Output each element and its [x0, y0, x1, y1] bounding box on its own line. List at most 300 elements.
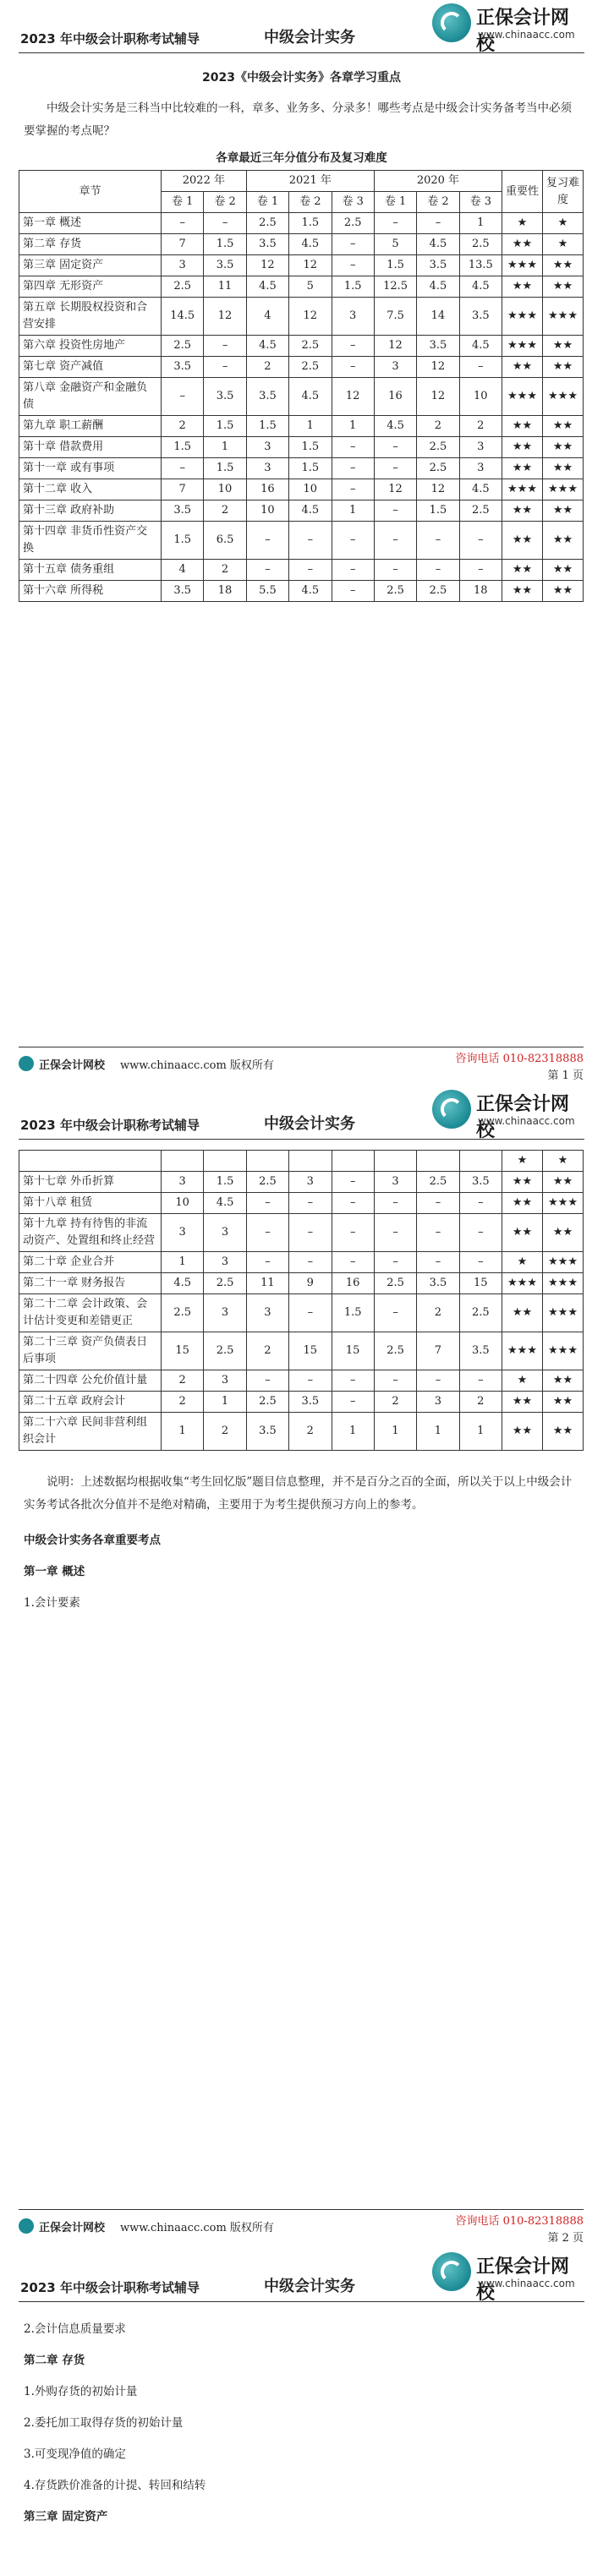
section-heading: 第一章 概述 [24, 1565, 85, 1578]
score-cell: 2 [204, 1413, 246, 1451]
score-cell: 3.5 [162, 500, 204, 522]
chapter-cell: 第九章 职工薪酬 [19, 416, 162, 437]
score-cell: 3.5 [246, 378, 288, 416]
score-cell: – [459, 522, 502, 560]
chapter-cell: 第十一章 或有事项 [19, 458, 162, 479]
logo-name: 正保会计网校 [476, 1094, 570, 1141]
score-cell: 12 [417, 479, 459, 500]
score-cell: 1.5 [162, 522, 204, 560]
score-cell: – [332, 458, 374, 479]
chapter-cell: 第二章 存货 [19, 234, 162, 255]
footer-phone: 咨询电话 010-82318888 [455, 2215, 584, 2228]
score-cell: 2 [246, 1332, 288, 1370]
section-item: 4.存货跌价准备的计提、转回和结转 [24, 2479, 206, 2492]
score-cell: 1 [459, 213, 502, 234]
score-cell: 1.5 [417, 500, 459, 522]
score-cell: – [459, 1252, 502, 1273]
score-cell: 1 [204, 1392, 246, 1413]
table-row [19, 1193, 584, 1214]
table-row [19, 357, 584, 378]
chapter-cell: 第二十章 企业合并 [19, 1252, 162, 1273]
page-2 [0, 1086, 603, 2249]
score-cell: 16 [374, 378, 416, 416]
section-item: 1.会计要素 [24, 1596, 80, 1610]
importance-cell: ★ [502, 1252, 543, 1273]
logo-url: www.chinaacc.com [478, 2278, 575, 2289]
score-cell: 3.5 [162, 357, 204, 378]
score-cell: 10 [246, 500, 288, 522]
importance-cell: ★★ [502, 276, 543, 298]
score-cell: 2.5 [374, 1273, 416, 1294]
chapter-cell: 第二十一章 财务报告 [19, 1273, 162, 1294]
score-cell: 12.5 [374, 276, 416, 298]
table-row [19, 458, 584, 479]
score-cell: 12 [246, 255, 288, 276]
chapter-cell: 第二十二章 会计政策、会计估计变更和差错更正 [19, 1294, 162, 1332]
score-cell: 3 [246, 437, 288, 458]
score-cell: 4.5 [246, 276, 288, 298]
score-cell: – [289, 1193, 332, 1214]
score-cell: – [332, 1370, 374, 1392]
difficulty-cell: ★★ [543, 1392, 584, 1413]
continuation-cell [19, 1151, 162, 1172]
section-item: 2.会计信息质量要求 [24, 2322, 126, 2336]
header-course: 2023 年中级会计职称考试辅导 [20, 2280, 200, 2295]
score-cell: 1.5 [204, 416, 246, 437]
importance-cell: ★★ [502, 1392, 543, 1413]
score-cell: 1 [332, 500, 374, 522]
score-cell: 16 [246, 479, 288, 500]
score-cell: 3.5 [459, 298, 502, 336]
score-cell: – [332, 1252, 374, 1273]
chapter-cell: 第二十四章 公允价值计量 [19, 1370, 162, 1392]
score-cell: 2.5 [289, 357, 332, 378]
score-cell: 3.5 [459, 1332, 502, 1370]
score-cell: 3.5 [162, 581, 204, 602]
score-cell: 2.5 [246, 213, 288, 234]
score-cell: 2 [417, 1294, 459, 1332]
difficulty-cell: ★★★ [543, 479, 584, 500]
score-cell: 1.5 [204, 1172, 246, 1193]
score-cell: 3.5 [417, 336, 459, 357]
col-chapter: 章节 [19, 171, 162, 213]
score-cell: 3 [459, 458, 502, 479]
score-cell: 3.5 [417, 1273, 459, 1294]
score-cell: – [332, 336, 374, 357]
importance-cell: ★★ [502, 234, 543, 255]
col-2022-v1: 卷 1 [162, 192, 204, 213]
score-cell: 2.5 [162, 276, 204, 298]
table-row [19, 1413, 584, 1451]
col-2022-v2: 卷 2 [204, 192, 246, 213]
score-cell: – [162, 213, 204, 234]
score-cell: – [246, 1252, 288, 1273]
page-header [19, 2249, 584, 2302]
score-cell: 2.5 [374, 581, 416, 602]
col-difficulty: 复习难度 [543, 171, 584, 213]
header-subject: 中级会计实务 [264, 29, 355, 46]
col-2021-v1: 卷 1 [246, 192, 288, 213]
score-cell: 3 [289, 1172, 332, 1193]
score-cell: 10 [289, 479, 332, 500]
score-cell: 2.5 [417, 581, 459, 602]
score-cell: 3 [162, 255, 204, 276]
section-item: 1.外购存货的初始计量 [24, 2385, 138, 2398]
score-cell: 2 [162, 1370, 204, 1392]
score-cell: – [289, 522, 332, 560]
score-cell: – [204, 213, 246, 234]
footer-brand: 正保会计网校 [39, 1059, 106, 1072]
score-cell: 1 [459, 1413, 502, 1451]
score-cell: – [374, 1193, 416, 1214]
difficulty-cell: ★★ [543, 522, 584, 560]
chapter-cell: 第七章 资产减值 [19, 357, 162, 378]
score-cell: – [417, 560, 459, 581]
score-cell: 3.5 [417, 255, 459, 276]
score-cell: 12 [289, 298, 332, 336]
score-cell: – [417, 522, 459, 560]
col-2020-v1: 卷 1 [374, 192, 416, 213]
score-cell: 2.5 [374, 1332, 416, 1370]
table-row [19, 500, 584, 522]
score-cell: – [417, 213, 459, 234]
difficulty-cell: ★★ [543, 357, 584, 378]
footer-brand: 正保会计网校 [39, 2222, 106, 2234]
score-cell: 4 [162, 560, 204, 581]
page-1 [0, 0, 603, 1086]
score-cell: – [459, 1370, 502, 1392]
score-cell: 4.5 [204, 1193, 246, 1214]
score-cell: – [417, 1193, 459, 1214]
score-cell: 3.5 [246, 1413, 288, 1451]
score-cell: – [459, 560, 502, 581]
score-cell: 12 [417, 378, 459, 416]
table-row [19, 1294, 584, 1332]
score-cell: – [246, 1214, 288, 1252]
score-cell: 3 [246, 1294, 288, 1332]
score-cell: – [332, 255, 374, 276]
page-header [19, 1086, 584, 1140]
score-cell: – [162, 378, 204, 416]
table-title: 各章最近三年分值分布及复习难度 [216, 151, 387, 165]
col-2020-v3: 卷 3 [459, 192, 502, 213]
score-cell: – [374, 560, 416, 581]
score-cell: 12 [417, 357, 459, 378]
score-cell: 1 [289, 416, 332, 437]
score-cell: 15 [332, 1332, 374, 1370]
score-cell: 2 [204, 500, 246, 522]
score-cell: – [289, 1370, 332, 1392]
score-cell: 4.5 [417, 276, 459, 298]
score-cell: – [459, 1193, 502, 1214]
score-cell: 2 [162, 1392, 204, 1413]
score-cell: 7 [162, 479, 204, 500]
importance-cell: ★★ [502, 1294, 543, 1332]
score-cell: – [289, 1252, 332, 1273]
score-cell: 14 [417, 298, 459, 336]
difficulty-cell: ★★★ [543, 1332, 584, 1370]
importance-cell: ★★★ [502, 255, 543, 276]
score-cell: 1.5 [374, 255, 416, 276]
importance-cell: ★★★ [502, 1273, 543, 1294]
page-number: 第 1 页 [547, 1069, 584, 1082]
table-row [19, 378, 584, 416]
score-cell: 2 [459, 416, 502, 437]
score-cell: 2 [374, 1392, 416, 1413]
score-cell: 3.5 [204, 255, 246, 276]
table-row [19, 581, 584, 602]
score-cell: – [162, 458, 204, 479]
score-cell: 5 [289, 276, 332, 298]
score-cell: 2.5 [459, 1294, 502, 1332]
chapter-cell: 第十六章 所得税 [19, 581, 162, 602]
score-cell: 3 [204, 1370, 246, 1392]
score-cell: 3 [246, 458, 288, 479]
logo-icon [432, 1090, 471, 1129]
score-cell: 2 [246, 357, 288, 378]
difficulty-cell: ★★ [543, 581, 584, 602]
col-2020-v2: 卷 2 [417, 192, 459, 213]
chapter-cell: 第十五章 债务重组 [19, 560, 162, 581]
score-cell: 5.5 [246, 581, 288, 602]
score-cell: 3 [417, 1392, 459, 1413]
score-cell: 12 [289, 255, 332, 276]
score-cell: 1 [332, 416, 374, 437]
score-cell: 4 [246, 298, 288, 336]
table-row [19, 298, 584, 336]
score-cell: 6.5 [204, 522, 246, 560]
score-cell: 5 [374, 234, 416, 255]
score-cell: – [459, 1214, 502, 1252]
chapter-cell: 第十九章 持有待售的非流动资产、处置组和终止经营 [19, 1214, 162, 1252]
footer-logo-icon [19, 2218, 34, 2234]
footer-phone: 咨询电话 010-82318888 [455, 1053, 584, 1065]
table-row [19, 1172, 584, 1193]
chapter-cell: 第十章 借款费用 [19, 437, 162, 458]
table-row [19, 255, 584, 276]
score-cell: – [332, 479, 374, 500]
chapter-cell: 第二十六章 民间非营利组织会计 [19, 1413, 162, 1451]
footer-copyright: www.chinaacc.com 版权所有 [120, 2222, 274, 2234]
table-row [19, 1392, 584, 1413]
score-cell: 1.5 [204, 458, 246, 479]
score-cell: 2 [204, 560, 246, 581]
score-cell: – [332, 437, 374, 458]
score-cell: 1.5 [289, 437, 332, 458]
table-row [19, 1370, 584, 1392]
table-row-continuation [19, 1151, 584, 1172]
score-cell: – [332, 1214, 374, 1252]
score-cell: 2.5 [289, 336, 332, 357]
footer-logo-icon [19, 1056, 34, 1071]
score-cell: 2.5 [417, 458, 459, 479]
score-cell: 2.5 [332, 213, 374, 234]
col-2021: 2021 年 [246, 171, 374, 192]
continuation-cell [162, 1151, 204, 1172]
score-cell: 2 [417, 416, 459, 437]
score-cell: 2 [289, 1413, 332, 1451]
importance-cell: ★★ [502, 581, 543, 602]
score-cell: – [332, 1193, 374, 1214]
importance-cell: ★★★ [502, 298, 543, 336]
score-cell: 4.5 [459, 479, 502, 500]
page-header [19, 0, 584, 53]
score-cell: 4.5 [289, 234, 332, 255]
score-cell: – [289, 1294, 332, 1332]
table-row [19, 213, 584, 234]
difficulty-cell: ★★★ [543, 1252, 584, 1273]
score-cell: 1 [417, 1413, 459, 1451]
score-cell: 3 [459, 437, 502, 458]
score-cell: – [246, 1193, 288, 1214]
score-cell: 15 [289, 1332, 332, 1370]
chapter-cell: 第五章 长期股权投资和合营安排 [19, 298, 162, 336]
score-cell: 14.5 [162, 298, 204, 336]
score-cell: 9 [289, 1273, 332, 1294]
score-cell: 2.5 [246, 1172, 288, 1193]
score-cell: – [289, 1214, 332, 1252]
continuation-cell [289, 1151, 332, 1172]
score-table-part1 [19, 170, 584, 602]
table-row [19, 276, 584, 298]
score-cell: 18 [204, 581, 246, 602]
difficulty-cell: ★★★ [543, 1273, 584, 1294]
score-cell: – [374, 1294, 416, 1332]
score-cell: 10 [459, 378, 502, 416]
footer-copyright: www.chinaacc.com 版权所有 [120, 1059, 274, 1072]
section-heading: 中级会计实务各章重要考点 [24, 1534, 161, 1547]
score-cell: 13.5 [459, 255, 502, 276]
score-cell: 3 [162, 1214, 204, 1252]
score-cell: 3.5 [289, 1392, 332, 1413]
difficulty-cell: ★★★ [543, 378, 584, 416]
difficulty-cell: ★★ [543, 1413, 584, 1451]
score-cell: – [332, 234, 374, 255]
importance-cell: ★★ [502, 1214, 543, 1252]
difficulty-cell: ★★ [543, 276, 584, 298]
difficulty-cell: ★★★ [543, 1193, 584, 1214]
score-cell: 10 [204, 479, 246, 500]
score-cell: 3 [204, 1214, 246, 1252]
table-row [19, 1252, 584, 1273]
note-paragraph: 说明：上述数据均根据收集“考生回忆版”题目信息整理，并不是百分之百的全面，所以关于以上中级会计实务考试各批次分值并不是绝对精确，主要用于为考生提供预习方向上的参考。 [24, 1475, 573, 1512]
logo-name: 正保会计网校 [476, 2256, 570, 2304]
chapter-cell: 第四章 无形资产 [19, 276, 162, 298]
difficulty-cell: ★★ [543, 1370, 584, 1392]
logo-url: www.chinaacc.com [478, 1115, 575, 1127]
importance-cell: ★★ [502, 458, 543, 479]
score-cell: – [332, 522, 374, 560]
importance-cell: ★★ [502, 522, 543, 560]
score-cell: – [204, 336, 246, 357]
score-cell: – [374, 522, 416, 560]
score-cell: 1 [332, 1413, 374, 1451]
score-cell: – [332, 1392, 374, 1413]
table-row [19, 560, 584, 581]
chapter-cell: 第一章 概述 [19, 213, 162, 234]
score-cell: – [374, 1370, 416, 1392]
score-cell: 2.5 [162, 1294, 204, 1332]
score-cell: 2.5 [246, 1392, 288, 1413]
page-footer [19, 1047, 584, 1085]
score-cell: 3 [332, 298, 374, 336]
difficulty-cell: ★★ [543, 560, 584, 581]
score-cell: – [332, 560, 374, 581]
score-cell: 2.5 [417, 1172, 459, 1193]
importance-cell: ★★ [502, 500, 543, 522]
chapter-cell: 第十八章 租赁 [19, 1193, 162, 1214]
difficulty-cell: ★★★ [543, 298, 584, 336]
score-cell: 4.5 [289, 500, 332, 522]
score-cell: – [417, 1214, 459, 1252]
logo-url: www.chinaacc.com [478, 29, 575, 41]
table-row [19, 1273, 584, 1294]
header-subject: 中级会计实务 [264, 1115, 355, 1133]
continuation-cell [204, 1151, 246, 1172]
continuation-cell [459, 1151, 502, 1172]
importance-cell: ★★ [502, 437, 543, 458]
score-cell: 2 [162, 416, 204, 437]
score-cell: 1.5 [332, 1294, 374, 1332]
section-item: 3.可变现净值的确定 [24, 2447, 126, 2461]
difficulty-cell: ★★ [543, 437, 584, 458]
key-points-continued [0, 2314, 603, 2533]
importance-cell: ★★ [502, 1172, 543, 1193]
score-cell: 2.5 [459, 234, 502, 255]
table-row [19, 234, 584, 255]
header-course: 2023 年中级会计职称考试辅导 [20, 31, 200, 46]
score-cell: 2.5 [204, 1332, 246, 1370]
section-heading: 第三章 固定资产 [24, 2510, 108, 2524]
header-subject: 中级会计实务 [264, 2278, 355, 2295]
difficulty-cell: ★★ [543, 336, 584, 357]
score-cell: 4.5 [289, 581, 332, 602]
chapter-cell: 第六章 投资性房地产 [19, 336, 162, 357]
chapter-cell: 第十二章 收入 [19, 479, 162, 500]
score-cell: 2.5 [417, 437, 459, 458]
col-2021-v2: 卷 2 [289, 192, 332, 213]
score-cell: 3 [204, 1252, 246, 1273]
page-footer [19, 2209, 584, 2247]
continuation-cell [417, 1151, 459, 1172]
score-cell: 10 [162, 1193, 204, 1214]
score-cell: 18 [459, 581, 502, 602]
brand-logo [432, 1086, 584, 1141]
difficulty-cell: ★★ [543, 416, 584, 437]
score-cell: – [374, 458, 416, 479]
table-row [19, 1214, 584, 1252]
score-cell: 4.5 [374, 416, 416, 437]
score-cell: 1.5 [246, 416, 288, 437]
table-row [19, 437, 584, 458]
chapter-cell: 第十四章 非货币性资产交换 [19, 522, 162, 560]
score-cell: 1 [374, 1413, 416, 1451]
score-cell: 2.5 [204, 1273, 246, 1294]
score-cell: 1.5 [289, 213, 332, 234]
importance-cell: ★★ [502, 357, 543, 378]
col-2020: 2020 年 [374, 171, 502, 192]
score-cell: 1.5 [332, 276, 374, 298]
continuation-cell [332, 1151, 374, 1172]
difficulty-cell: ★★ [543, 1214, 584, 1252]
importance-cell: ★★★ [502, 479, 543, 500]
chapter-cell: 第十七章 外币折算 [19, 1172, 162, 1193]
score-cell: – [374, 1252, 416, 1273]
score-cell: 3 [162, 1172, 204, 1193]
score-cell: 4.5 [459, 336, 502, 357]
logo-icon [432, 2252, 471, 2291]
importance-cell: ★ [502, 213, 543, 234]
